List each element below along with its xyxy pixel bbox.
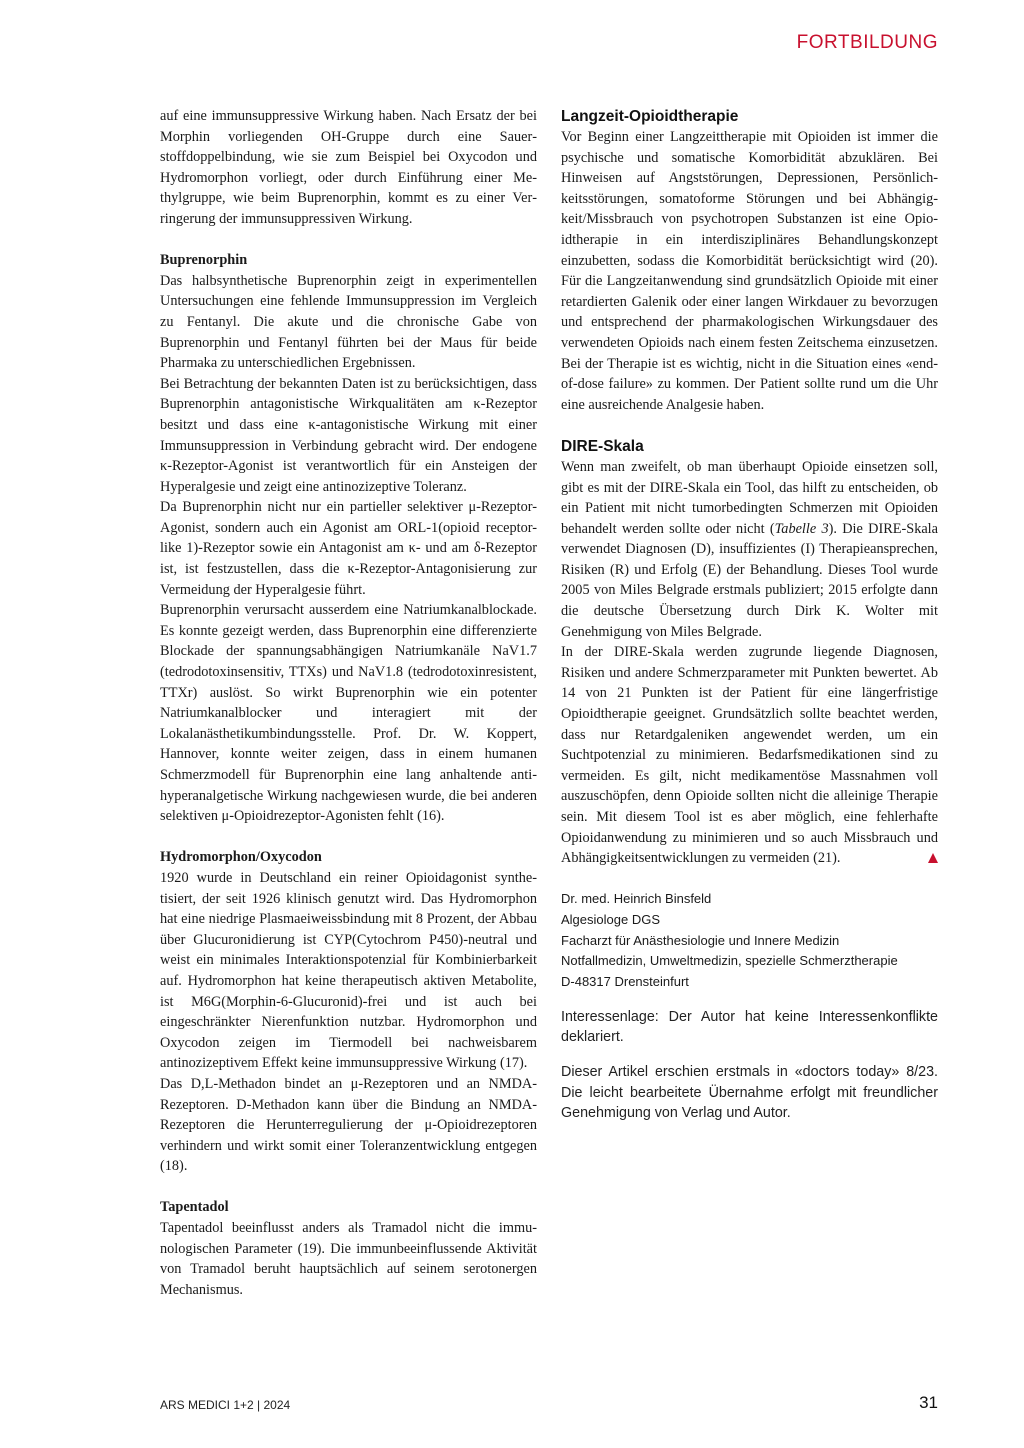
dire-paragraph-1 bbox=[561, 457, 938, 642]
end-triangle-icon bbox=[928, 853, 938, 863]
dire-paragraph-2-text: In der DIRE-Skala werden zugrunde liegende Diagnosen, Risiken und andere Schmerzparameter mit Punkten bewertet. Ab 14 von 21 Punkten ist der Patient für eine längerfristige Opioidtherapie geeignet. Grundsätzlich sollte beachtet werden, dass nur Retardgaleniken angewendet werden, um ein Suchtpotenzial zu minimieren. Bedarfsmedikationen sind zu vermeiden. Es gilt, nicht medikamentöse Massnahmen voll auszuschöpfen, denn Opioide sollten nicht die alleinige Therapie sein. Mit diesem Tool ist es aber möglich, eine fehlerhafte Opioidanwendung zu minimieren und so auch Missbrauch und Abhängigkeitsentwicklungen zu vermeiden (21). bbox=[561, 644, 938, 867]
page-number: 31 bbox=[919, 1393, 938, 1412]
buprenorphin-paragraph-4: Buprenorphin verursacht ausserdem eine Natriumkanalblockade. Es konnte gezeigt werden, dass Buprenorphin eine differenzierte Blockade der spannungsabhängigen Natriumkanäle NaV1.7 (tedrodotoxinsensitiv, TTXs) und NaV1.8 (tedrodotoxinresistent, TTXr) auslöst. So wirkt Buprenorphin wie ein potenter Natriumkanalblocker und interagiert mit der Lokalanästhetikumbindungsstelle. Prof. Dr. W. Koppert, Hannover, konnte weiter zeigen, dass in einem humanen Schmerzmodell für Buprenorphin eine lang anhaltende antihyperanalgetische Wirkung nachgewiesen wurde, die bei anderen selektiven μ-Opioidrezeptor-Agonisten fehlt (16). bbox=[160, 602, 537, 825]
right-column bbox=[561, 106, 938, 1124]
table-reference: Tabelle 3 bbox=[774, 520, 829, 537]
section-label: FORTBILDUNG bbox=[796, 32, 938, 53]
tapentadol-paragraph: Tapentadol beeinflusst anders als Tramadol nicht die immunologischen Parameter (19). Die immunbeeinflussende Aktivität von Tramadol beruht hauptsächlich auf seinem serotonergen Mechanismus. bbox=[160, 1220, 537, 1298]
hydromorphon-heading: Hydromorphon/Oxycodon bbox=[160, 849, 322, 866]
reprint-note: Dieser Artikel erschien erstmals in «doctors today» 8/23. Die leicht bearbeitete Übernahme erfolgt mit freundlicher Genehmigung von Verlag und Autor. bbox=[561, 1064, 938, 1122]
langzeit-paragraph: Vor Beginn einer Langzeittherapie mit Opioiden ist immer die psychische und somatische Komorbidität abzuklären. Bei Hinweisen auf Angststörungen, Depressionen, Persönlichkeitsstörungen, somatoforme Störungen und bei Abhängigkeit/Missbrauch von psychotropen Substanzen ist eine Opioidtherapie in ein interdisziplinäres Behandlungskonzept einzubetten, sodass die Komorbidität berücksichtigt wird (20). Für die Langzeitanwendung sind grundsätzlich Opioide mit einer retardierten Galenik oder einer langen Wirkdauer zu bevorzugen und entsprechend der pharmakologischen Wirkungsdauer des verwendeten Opioids nach einem festen Zeitschema einzusetzen. Bei der Therapie ist es wichtig, nicht in die Situation eines «end-of-dose failure» zu kommen. Der Patient sollte rund um die Uhr eine ausreichende Analgesie haben. bbox=[561, 129, 938, 413]
hydromorphon-paragraph-1: 1920 wurde in Deutschland ein reiner Opioidagonist synthetisiert, der seit 1926 klinisch genutzt wird. Das Hydromorphon hat eine niedrige Plasmaeiweissbindung mit 8 Prozent, der Abbau über Glucuronidierung ist CYP(Cytochrom P450)-neutral und weist ein minimales Interaktionspotenzial für Kombinierbarkeit auf. Hydromorphon hat keine therapeutisch aktiven Metabolite, ist M6G(Morphin-6-Glucuronid)-frei und ist auch bei eingeschränkter Nierenfunktion nutzbar. Hydromorphon und Oxycodon zeigen im Tiermodell bei nachweisbarem antinozizeptivem Effekt keine immunsuppressive Wirkung (17). bbox=[160, 869, 537, 1072]
author-title: Algesiologe DGS bbox=[561, 912, 660, 928]
dire-text-a: Wenn man zweifelt, ob man überhaupt Opioide einsetzen soll, gibt es mit der DIRE-Skala ein Tool, das hilft zu entscheiden, ob ein Patient mit nicht tumorbedingten Schmerzen mit Opioiden behandelt werden sollte oder nicht ( bbox=[561, 458, 938, 537]
author-location: D-48317 Drensteinfurt bbox=[561, 974, 689, 990]
dire-heading: DIRE-Skala bbox=[561, 437, 644, 455]
hydromorphon-paragraph-2: Das D,L-Methadon bindet an μ-Rezeptoren und an NMDA-Rezeptoren. D-Methadon kann über die Bindung an NMDA-Rezeptoren die Herunterregulierung der μ-Opioidrezeptoren verhindern und wirkt somit einer Toleranzentwicklung entgegen (18). bbox=[160, 1075, 537, 1175]
buprenorphin-paragraph-1: Das halbsynthetische Buprenorphin zeigt in experimentellen Untersuchungen eine fehlende Immunsuppression im Vergleich zu Fentanyl. Die akute und die chronische Gabe von Buprenorphin und Fentanyl führten bei der Maus für beide Pharmaka zu unterschiedlichen Ergebnissen. bbox=[160, 272, 537, 372]
buprenorphin-paragraph-2: Bei Betrachtung der bekannten Daten ist zu berücksichtigen, dass Buprenorphin antagonistische Wirkqualitäten am κ-Rezeptor besitzt und dass eine κ-antagonistische Wirkung mit einer Immunsuppression in Verbindung gebracht wird. Der endogene κ-Rezeptor-Agonist ist verantwortlich für ein Ansteigen der Hyperalgesie und zeigt eine antinozizeptive Toleranz. bbox=[160, 375, 537, 495]
tapentadol-heading: Tapentadol bbox=[160, 1199, 229, 1216]
buprenorphin-paragraph-3: Da Buprenorphin nicht nur ein partieller selektiver μ-Rezeptor-Agonist, sondern auch ein Agonist am ORL-1(opioid receptor-like 1)-Rezeptor sowie ein Antagonist am κ- und am δ-Rezeptor ist, ist festzustellen, dass die κ-Rezeptor-Antagonisierung zur Vermeidung der Hyperalgesie führt. bbox=[160, 499, 537, 598]
buprenorphin-heading: Buprenorphin bbox=[160, 252, 248, 269]
dire-paragraph-2 bbox=[561, 642, 938, 869]
author-block bbox=[561, 889, 938, 993]
left-column bbox=[160, 106, 537, 1300]
author-specialty: Facharzt für Anästhesiologie und Innere Medizin bbox=[561, 932, 840, 948]
dire-text-b: ). Die DIRE-Skala verwendet Diagnosen (D), insuffizientes (I) Therapieansprechen, Risiken (R) und Erfolg (E) der Behandlung. Dieses Tool wurde 2005 von Miles Belgrade erstmals publiziert; 2015 erfolgte dann die deutsche Übersetzung durch Dirk K. Wolter mit Genehmigung von Miles Belgrade. bbox=[561, 520, 939, 640]
journal-footer: ARS MEDICI 1+2 | 2024 bbox=[160, 1398, 291, 1412]
author-name: Dr. med. Heinrich Binsfeld bbox=[561, 891, 712, 907]
author-fields: Notfallmedizin, Umweltmedizin, spezielle Schmerztherapie bbox=[561, 953, 898, 969]
conflict-statement: Interessenlage: Der Autor hat keine Interessenkonflikte deklariert. bbox=[561, 1008, 938, 1046]
langzeit-heading: Langzeit-Opioidtherapie bbox=[561, 108, 739, 125]
intro-paragraph: auf eine immunsuppressive Wirkung haben. Nach Ersatz der bei Morphin vorliegenden OH-Gruppe durch eine Sauerstoffdoppelbindung, wie sie zum Beispiel bei Oxycodon und Hydromorphon vorliegt, oder durch Einführung einer Methylgruppe, wie beim Buprenorphin, kommt es zu einer Verringerung der immunsuppressiven Wirkung. bbox=[160, 108, 537, 227]
